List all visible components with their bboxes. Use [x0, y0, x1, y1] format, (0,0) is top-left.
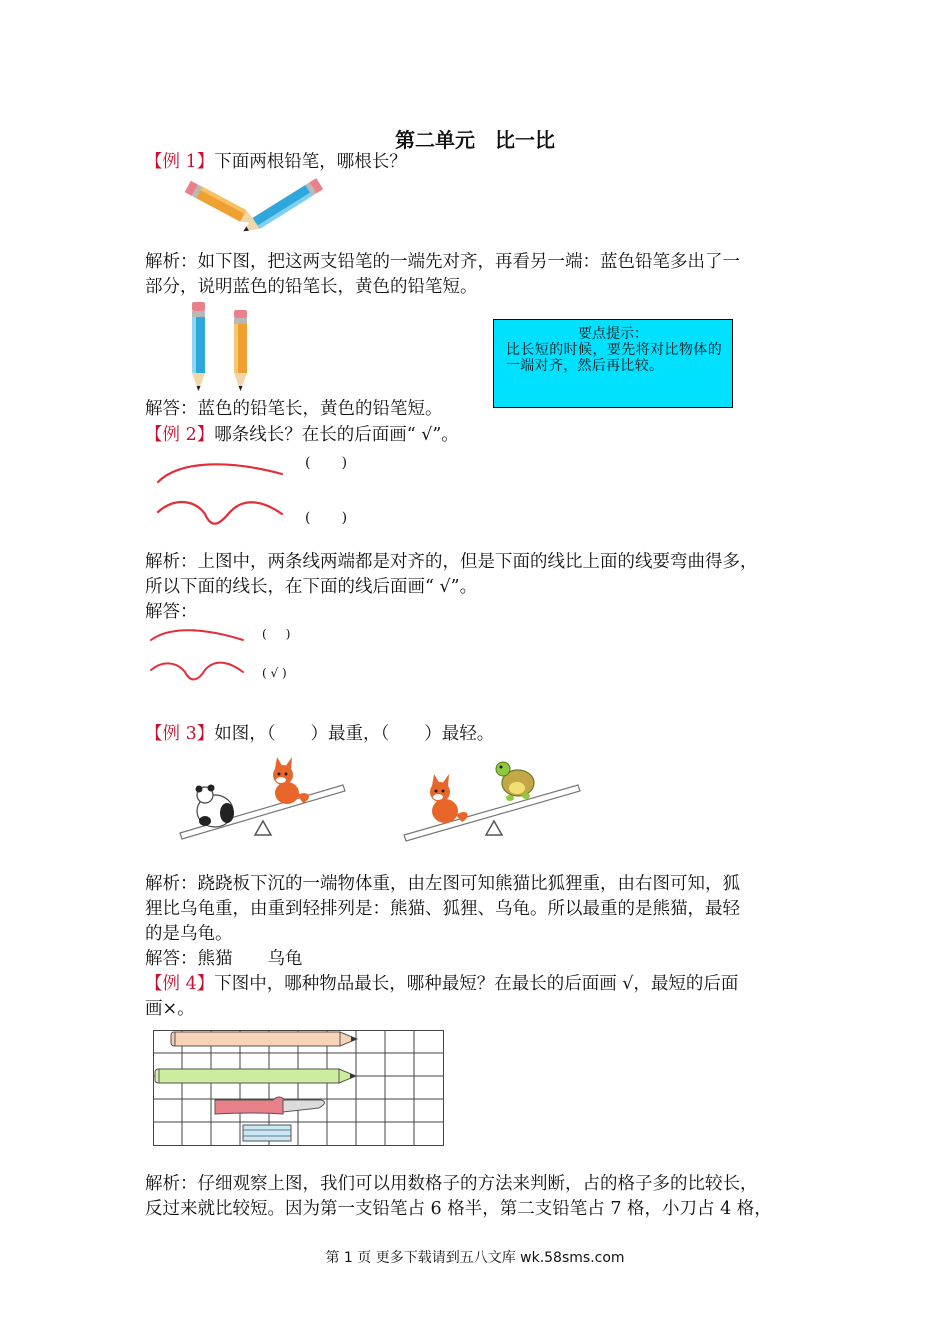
question-text: 下面两根铅笔，哪根长？ [214, 152, 407, 172]
tip-box [493, 319, 733, 408]
example-2-answer-label: 解答： [145, 602, 198, 622]
answer-paren-checked: ( √ ) [262, 666, 287, 680]
curves-question-image [150, 452, 290, 532]
example-3-question [145, 722, 494, 747]
example-1-answer: 解答：蓝色的铅笔长，黄色的铅笔短。 [145, 399, 443, 419]
aligned-pencils-image [188, 302, 258, 394]
example-3-analysis-line-2: 狸比乌龟重，由重到轻排列是：熊猫、狐狸、乌龟。所以最重的是熊猫，最轻 [145, 899, 740, 919]
question-text: 下图中，哪种物品最长，哪种最短？在最长的后面画 √，最短的后面 [214, 974, 739, 994]
crossed-pencils-image [180, 178, 330, 244]
answer-paren: ( ) [305, 510, 348, 526]
seesaw-fox-turtle-image [400, 755, 585, 850]
grid-objects-image [153, 1030, 448, 1148]
example-1-analysis-line-1: 解析：如下图，把这两支铅笔的一端先对齐，再看另一端：蓝色铅笔多出了一 [145, 252, 740, 272]
example-tag: 【例 4】 [145, 974, 215, 994]
example-3-answer: 解答：熊猫 乌龟 [145, 949, 303, 969]
seesaw-panda-fox-image [175, 755, 350, 850]
tip-title: 要点提示： [578, 326, 648, 342]
page-footer: 第 1 页 更多下载请到五八文库 wk.58sms.com [325, 1250, 625, 1266]
curves-answer-image [145, 622, 250, 692]
answer-paren: ( ) [305, 455, 348, 471]
question-text: 哪条线长？在长的后面画“ √”。 [214, 425, 459, 445]
example-4-question-line-2: 画×。 [145, 999, 195, 1019]
example-4-question-line-1 [145, 972, 738, 997]
tip-body: 比长短的时候，要先将对比物体的一端对齐，然后再比较。 [506, 342, 722, 374]
example-1-analysis-line-2: 部分，说明蓝色的铅笔长，黄色的铅笔短。 [145, 277, 478, 297]
example-2-question [145, 423, 459, 448]
example-tag: 【例 2】 [145, 425, 215, 445]
example-1-question [145, 150, 407, 175]
example-tag: 【例 3】 [145, 724, 215, 744]
example-2-analysis-line-2: 所以下面的线长，在下面的线后面画“ √”。 [145, 577, 478, 597]
example-tag: 【例 1】 [145, 152, 215, 172]
example-4-analysis-line-1: 解析：仔细观察上图，我们可以用数格子的方法来判断，占的格子多的比较长， [145, 1174, 758, 1194]
example-3-analysis-line-3: 的是乌龟。 [145, 924, 233, 944]
example-4-analysis-line-2: 反过来就比较短。因为第一支铅笔占 6 格半，第二支铅笔占 7 格，小刀占 4 格， [145, 1199, 772, 1219]
example-2-analysis-line-1: 解析：上图中，两条线两端都是对齐的，但是下面的线比上面的线要弯曲得多， [145, 552, 758, 572]
page-title: 第二单元 比一比 [395, 128, 555, 152]
answer-paren: ( ) [262, 627, 291, 641]
question-text: 如图，（ ）最重，（ ）最轻。 [214, 724, 495, 744]
example-3-analysis-line-1: 解析：跷跷板下沉的一端物体重，由左图可知熊猫比狐狸重，由右图可知，狐 [145, 874, 740, 894]
